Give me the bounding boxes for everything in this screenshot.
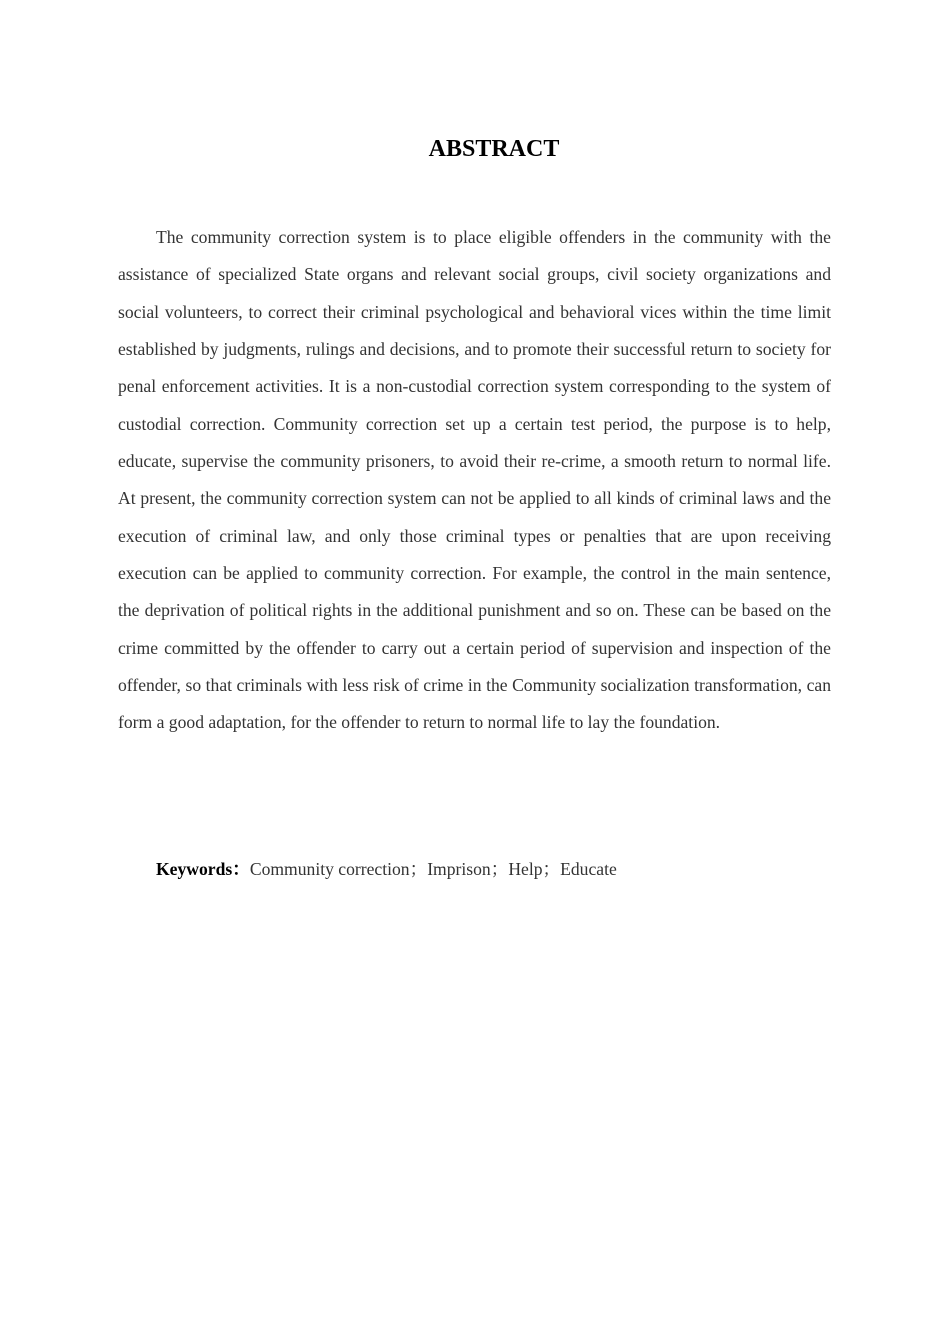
page-title: ABSTRACT xyxy=(428,136,560,162)
keywords-line xyxy=(156,851,831,888)
keywords-label: Keywords： xyxy=(156,859,250,879)
keywords-list: Community correction；Imprison；Help；Educate xyxy=(249,859,617,879)
abstract-paragraph: The community correction system is to place eligible offenders in the community with the assistance of specialized State organs and relevant social groups, civil society organizations and social volunteers, to correct their criminal psychological and behavioral vices within the time limit established by judgments, rulings and decisions, and to promote their successful return to society for penal enforcement activities. It is a non-custodial correction system corresponding to the system of custodial correction. Community correction set up a certain test period, the purpose is to help, educate, supervise the community prisoners, to avoid their re-crime, a smooth return to normal life. At present, the community correction system can not be applied to all kinds of criminal laws and the execution of criminal law, and only those criminal types or penalties that are upon receiving execution can be applied to community correction. For example, the control in the main sentence, the deprivation of political rights in the additional punishment and so on. These can be based on the crime committed by the offender to carry out a certain period of supervision and inspection of the offender, so that criminals with less risk of crime in the Community socialization transformation, can form a good adaptation, for the offender to return to normal life to lay the foundation. xyxy=(118,227,831,733)
